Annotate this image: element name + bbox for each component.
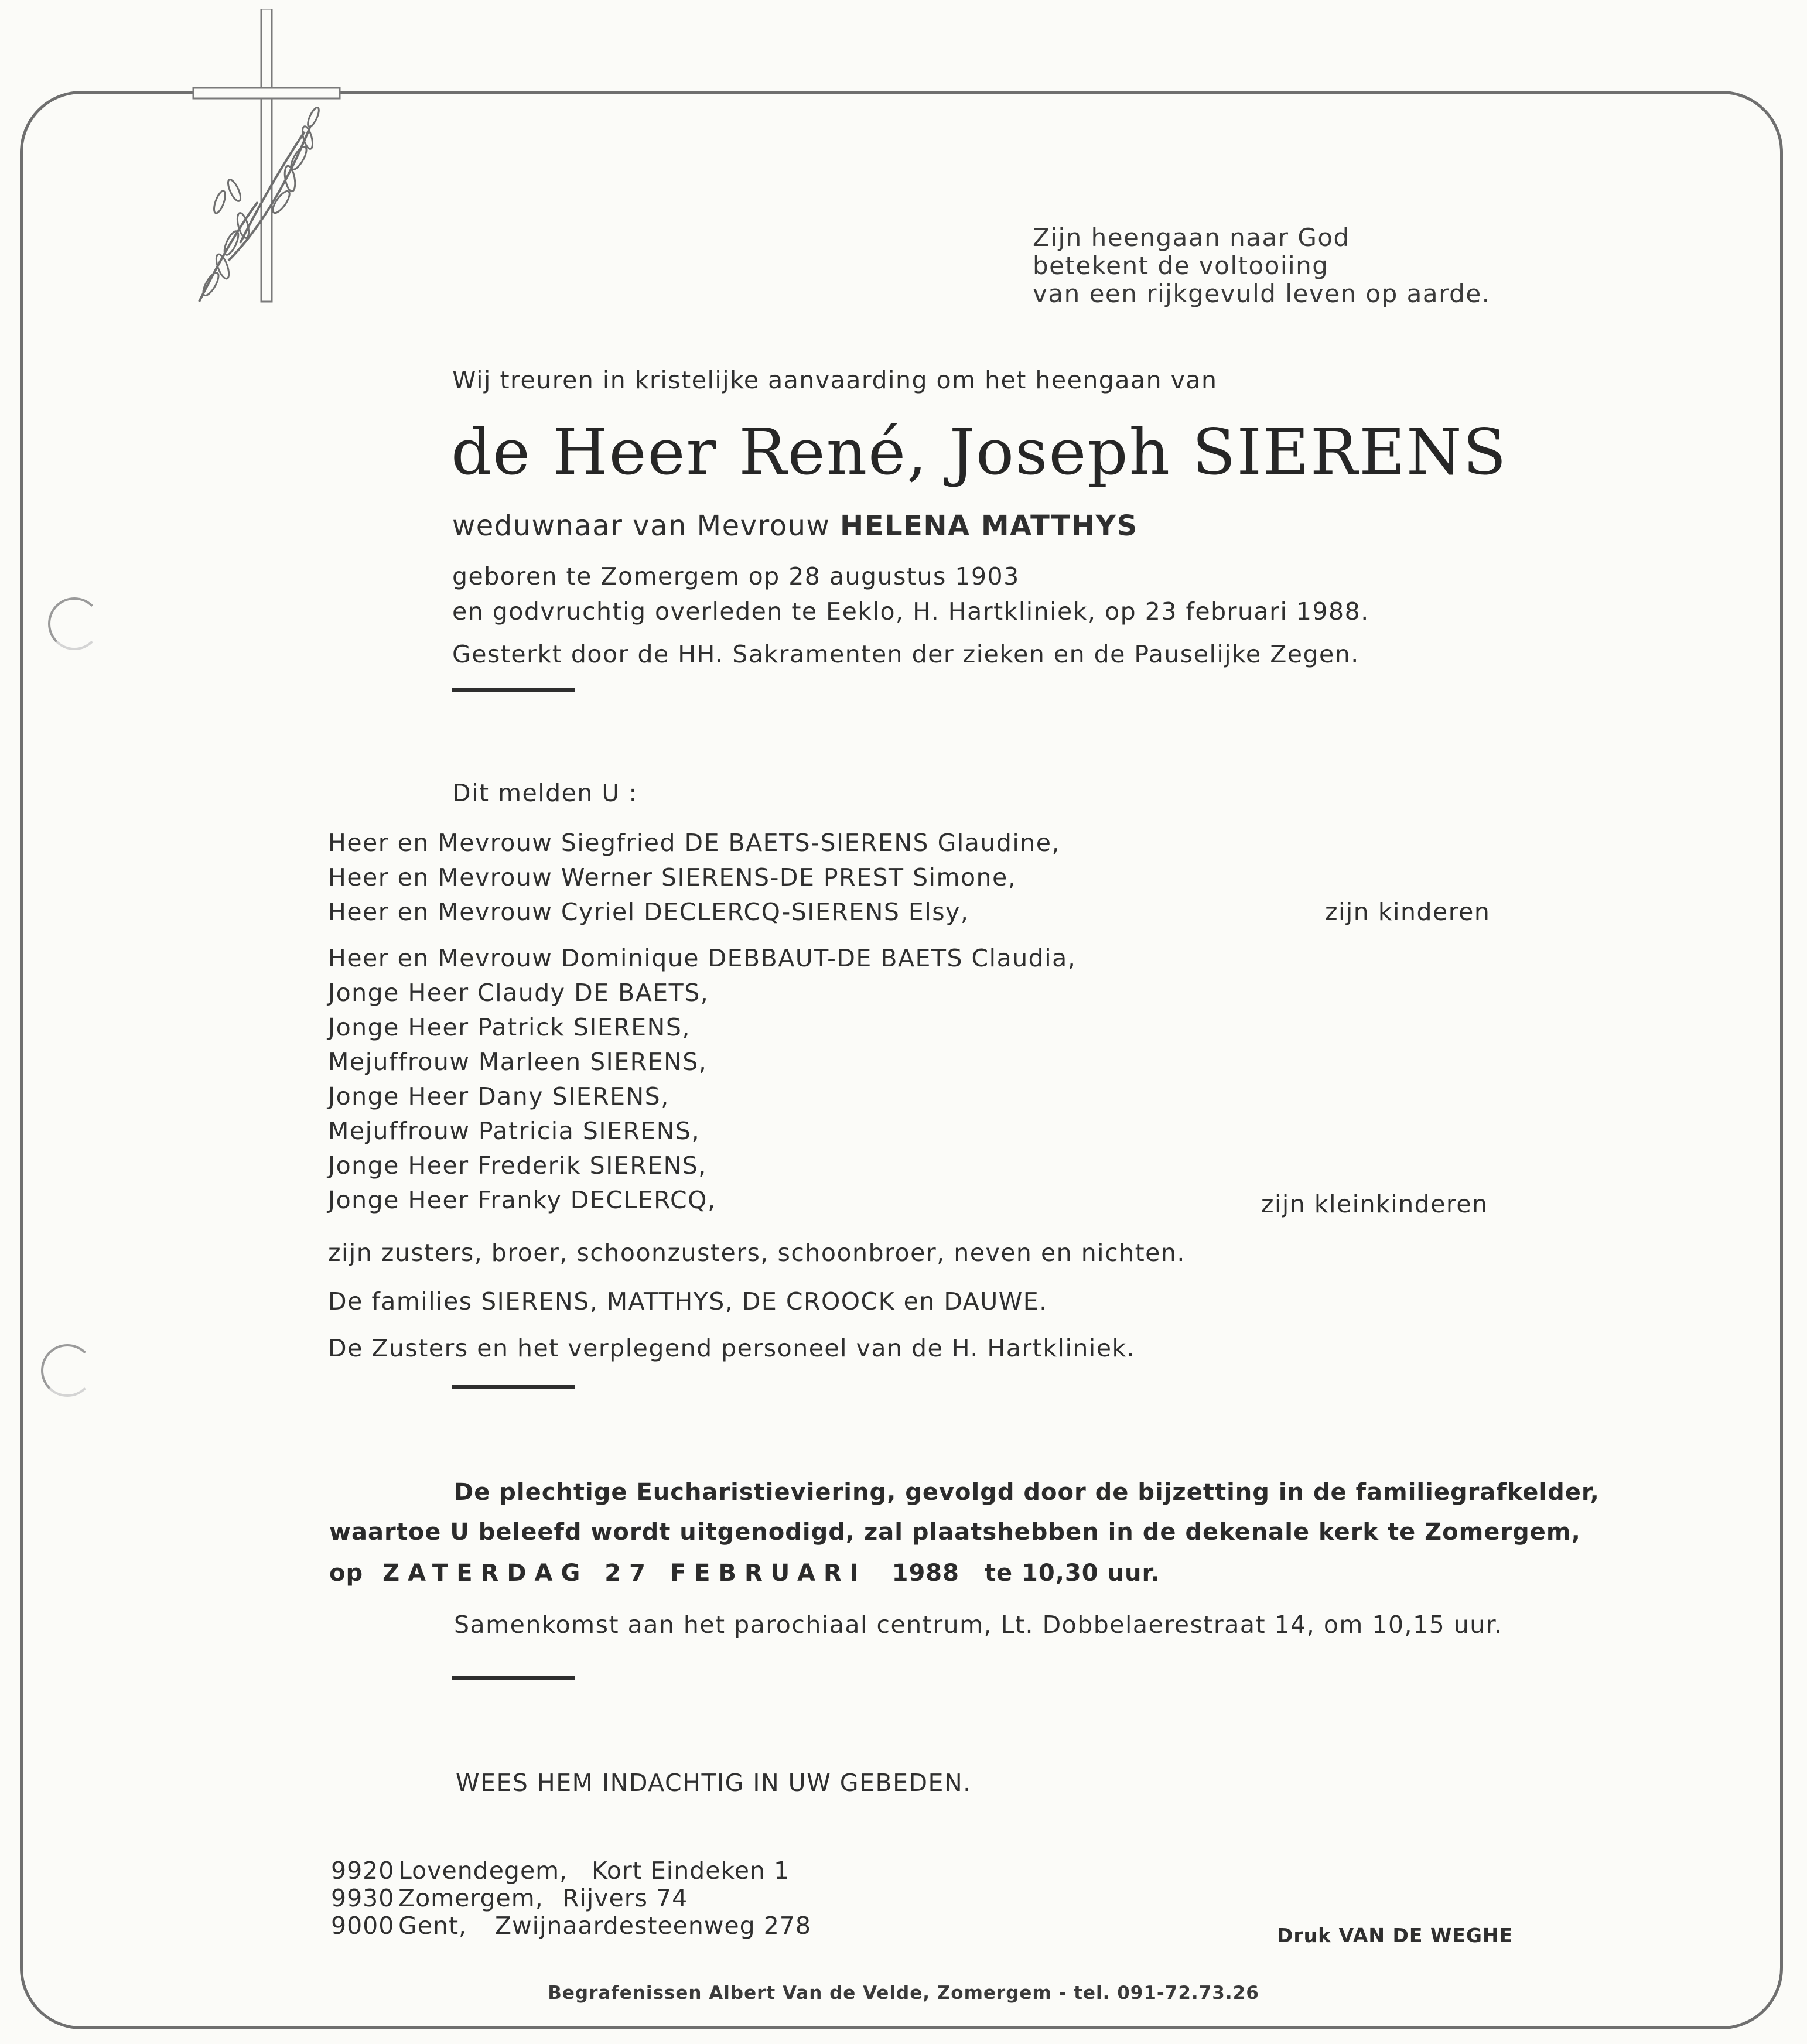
child-entry: Heer en Mevrouw Siegfried DE BAETS-SIERENS Glaudine, (328, 829, 1061, 857)
deceased-name: de Heer René, Joseph SIERENS (451, 416, 1508, 489)
address-postcode: 9930 (331, 1884, 395, 1912)
grandchild-entry: Heer en Mevrouw Dominique DEBBAUT-DE BAETS Claudia, (328, 944, 1077, 972)
born-line: geboren te Zomergem op 28 augustus 1903 (452, 562, 1020, 590)
grandchild-entry: Jonge Heer Frederik SIERENS, (328, 1151, 707, 1180)
children-label: zijn kinderen (1325, 898, 1491, 926)
punch-hole-bottom (41, 1344, 94, 1397)
ceremony-line-3 (329, 1560, 1160, 1587)
remember-line: WEES HEM INDACHTIG IN UW GEBEDEN. (456, 1769, 972, 1797)
child-entry: Heer en Mevrouw Werner SIERENS-DE PREST Simone, (328, 863, 1017, 891)
ceremony-line-1: De plechtige Eucharistieviering, gevolgd door de bijzetting in de familiegrafkelder, (454, 1479, 1600, 1506)
grandchild-entry: Jonge Heer Patrick SIERENS, (328, 1013, 691, 1041)
announce-line: Dit melden U : (452, 779, 638, 807)
address-city: Lovendegem, (398, 1857, 568, 1885)
address-city: Gent, (398, 1912, 467, 1940)
widower-prefix: weduwnaar van Mevrouw (452, 510, 831, 542)
grandchild-entry: Mejuffrouw Marleen SIERENS, (328, 1048, 708, 1076)
grandchildren-label: zijn kleinkinderen (1261, 1190, 1488, 1218)
divider-3 (452, 1676, 575, 1680)
punch-hole-top (48, 597, 101, 650)
grandchild-entry: Jonge Heer Franky DECLERCQ, (328, 1186, 716, 1214)
ceremony-day: ZATERDAG 27 FEBRUARI (382, 1560, 867, 1587)
ceremony-prefix: op (329, 1560, 364, 1587)
address-street: Rijvers 74 (562, 1884, 688, 1912)
address-postcode: 9000 (331, 1912, 395, 1940)
grandchild-entry: Mejuffrouw Patricia SIERENS, (328, 1117, 700, 1145)
ceremony-year: 1988 (891, 1560, 959, 1587)
grandchild-entry: Jonge Heer Claudy DE BAETS, (328, 979, 709, 1007)
address-city: Zomergem, (398, 1884, 544, 1912)
address-street: Kort Eindeken 1 (592, 1857, 790, 1885)
ceremony-time: te 10,30 uur. (984, 1560, 1160, 1587)
grandchild-entry: Jonge Heer Dany SIERENS, (328, 1082, 669, 1110)
died-line: en godvruchtig overleden te Eeklo, H. Hartkliniek, op 23 februari 1988. (452, 597, 1369, 625)
intro-line: Wij treuren in kristelijke aanvaarding om het heengaan van (452, 366, 1218, 394)
families-line: De families SIERENS, MATTHYS, DE CROOCK en DAUWE. (328, 1287, 1048, 1315)
address-street: Zwijnaardesteenweg 278 (495, 1912, 811, 1940)
relatives-line: zijn zusters, broer, schoonzusters, schoonbroer, neven en nichten. (328, 1239, 1186, 1267)
gathering-line: Samenkomst aan het parochiaal centrum, Lt. Dobbelaerestraat 14, om 10,15 uur. (454, 1611, 1503, 1639)
divider-2 (452, 1385, 575, 1389)
address-postcode: 9920 (331, 1857, 395, 1885)
sacraments-line: Gesterkt door de HH. Sakramenten der zieken en de Pauselijke Zegen. (452, 640, 1359, 668)
widower-line (452, 510, 1138, 542)
divider-1 (452, 688, 575, 692)
ceremony-line-2: waartoe U beleefd wordt uitgenodigd, zal plaatshebben in de dekenale kerk te Zomergem, (329, 1519, 1581, 1546)
child-entry: Heer en Mevrouw Cyriel DECLERCQ-SIERENS Elsy, (328, 898, 969, 926)
printer-credit: Druk VAN DE WEGHE (1277, 1924, 1514, 1947)
widower-name: HELENA MATTHYS (840, 510, 1138, 542)
cross-with-branch-icon (187, 9, 346, 313)
epigraph: Zijn heengaan naar God betekent de voltooiing van een rijkgevuld leven op aarde. (1033, 223, 1491, 308)
funeral-home-line: Begrafenissen Albert Van de Velde, Zomergem - tel. 091-72.73.26 (548, 1983, 1259, 2004)
staff-line: De Zusters en het verplegend personeel van de H. Hartkliniek. (328, 1334, 1136, 1362)
